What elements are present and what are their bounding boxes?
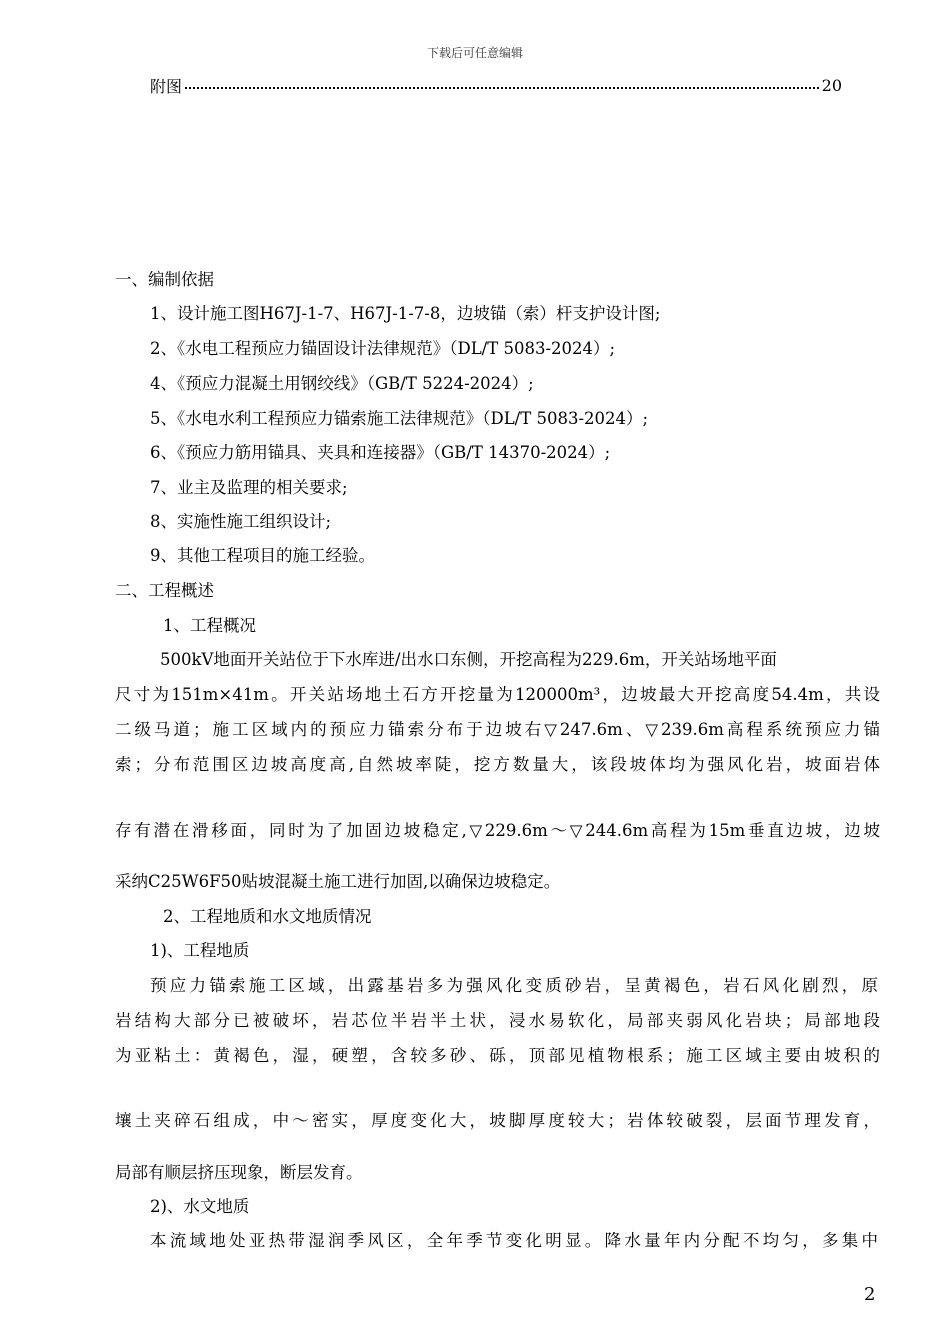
page-number: 2 (864, 1284, 876, 1305)
basis-item: 6、《预应力筋用锚具、夹具和连接器》（GB/T 14370-2024）; (150, 443, 611, 462)
paragraph-line: 岩结构大部分已被破坏，岩芯位半岩半土状，浸水易软化，局部夹弱风化岩块；局部地段 (115, 1011, 880, 1030)
paragraph-line: 索；分布范围区边坡高度高,自然坡率陡，挖方数量大，该段坡体均为强风化岩，坡面岩体 (115, 755, 880, 774)
section-heading-basis: 一、编制依据 (115, 270, 214, 289)
paragraph-line: 本流域地处亚热带湿润季风区，全年季节变化明显。降水量年内分配不均匀，多集中 (150, 1231, 878, 1250)
toc-entry[interactable] (150, 72, 842, 98)
toc-leader-dots (185, 87, 819, 89)
paragraph-line: 二级马道；施工区域内的预应力锚索分布于边坡右▽247.6m、▽239.6m高程系统预应力锚 (115, 720, 880, 739)
basis-item: 9、其他工程项目的施工经验。 (150, 546, 375, 565)
paragraph-line: 局部有顺层挤压现象，断层发育。 (115, 1163, 363, 1182)
paragraph-line: 为亚粘土：黄褐色，湿，硬塑，含较多砂、砾，顶部见植物根系；施工区域主要由坡积的 (115, 1046, 880, 1065)
paragraph-line: 采纳C25W6F50贴坡混凝土施工进行加固,以确保边坡稳定。 (115, 872, 561, 891)
paragraph-line: 存有潜在滑移面，同时为了加固边坡稳定,▽229.6m～▽244.6m高程为15m垂直边坡，边坡 (115, 821, 880, 840)
subheading-engineering-geology: 1)、工程地质 (150, 941, 250, 960)
subheading-geology: 2、工程地质和水文地质情况 (163, 907, 372, 926)
basis-item: 2、《水电工程预应力锚固设计法律规范》（DL/T 5083-2024）; (150, 339, 616, 358)
toc-page: 20 (821, 75, 842, 95)
page-header-watermark: 下载后可任意编辑 (426, 46, 523, 60)
subheading-project-overview: 1、工程概况 (163, 616, 256, 635)
paragraph-line: 尺寸为151m×41m。开关站场地土石方开挖量为120000m³，边坡最大开挖高度54.4m，共设 (115, 685, 880, 704)
subheading-hydrogeology: 2)、水文地质 (150, 1197, 250, 1216)
basis-item: 1、设计施工图H67J-1-7、H67J-1-7-8，边坡锚（索）杆支护设计图; (150, 304, 661, 323)
paragraph-line: 壤土夹碎石组成，中～密实，厚度变化大，坡脚厚度较大；岩体较破裂，层面节理发育， (115, 1111, 880, 1130)
toc-label: 附图 (150, 76, 183, 96)
basis-item: 8、实施性施工组织设计; (150, 512, 332, 531)
paragraph-line: 500kV地面开关站位于下水库进/出水口东侧，开挖高程为229.6m，开关站场地平面 (160, 650, 777, 669)
basis-item: 7、业主及监理的相关要求; (150, 478, 348, 497)
paragraph-line: 预应力锚索施工区域，出露基岩多为强风化变质砂岩，呈黄褐色，岩石风化剧烈，原 (150, 976, 878, 995)
basis-item: 5、《水电水利工程预应力锚索施工法律规范》（DL/T 5083-2024）; (150, 409, 649, 428)
basis-item: 4、《预应力混凝土用钢绞线》（GB/T 5224-2024）; (150, 374, 534, 393)
section-heading-overview: 二、工程概述 (115, 581, 214, 600)
